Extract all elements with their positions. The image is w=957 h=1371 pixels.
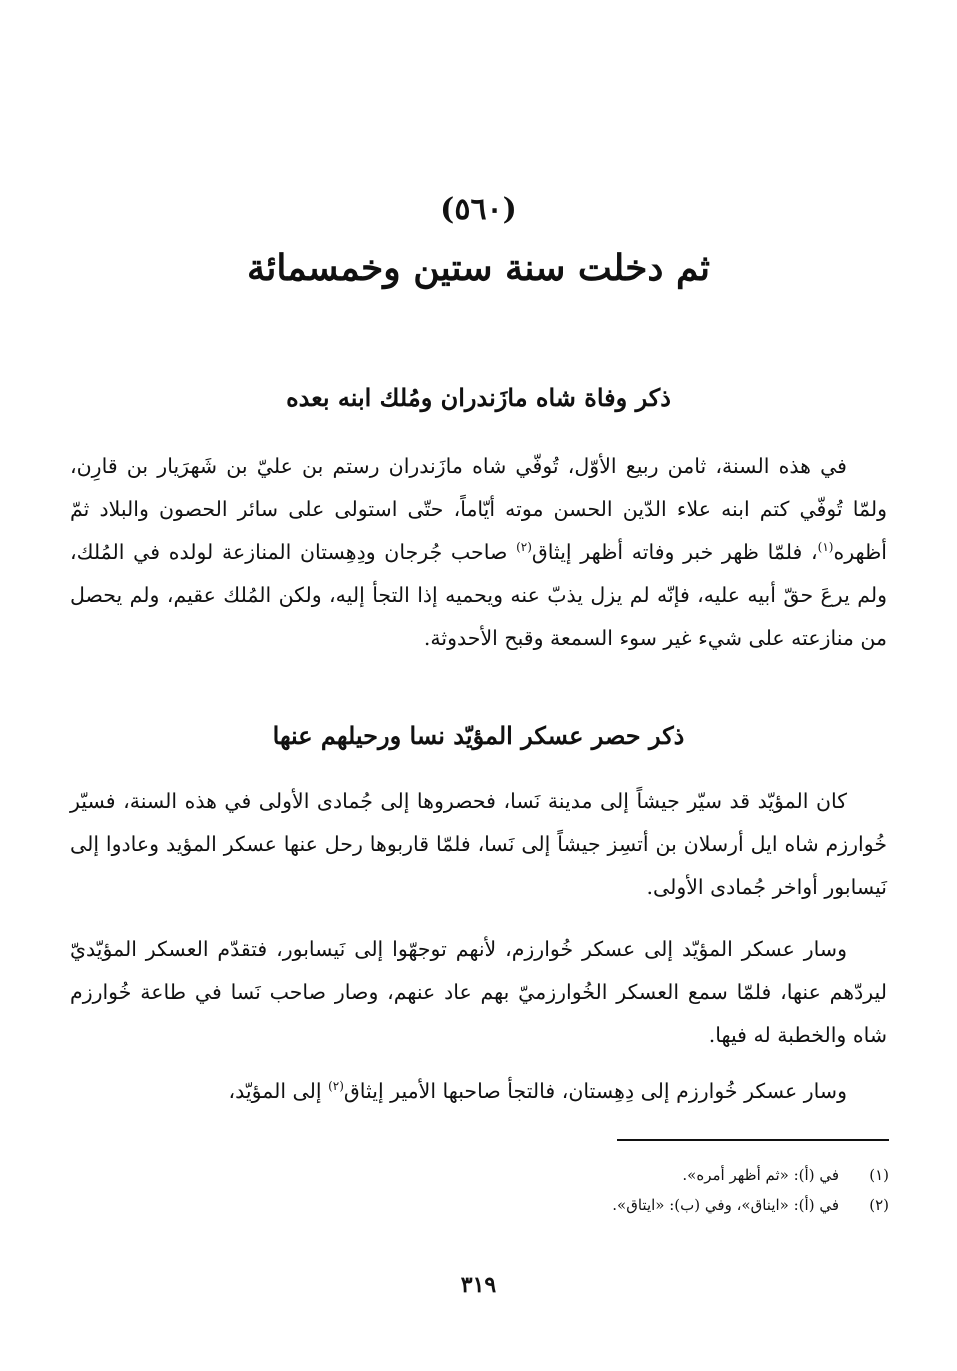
- footnotes: [70, 1160, 889, 1220]
- footnote-marker-1: (١): [817, 540, 834, 555]
- footnote-number: (١): [869, 1166, 889, 1184]
- paragraph-text: كان المؤيّد قد سيّر جيشاً إلى مدينة نَسا، فحصروها إلى جُمادى الأولى في هذه السنة، فسيّر خُوارزم شاه ايل أرسلان بن أتسِز جيشاً إلى نَسا، فلمّا قاربوها رحل عنها عسكر المؤيد وعادوا إلى نَيسابور أواخر جُمادى الأولى.: [70, 789, 887, 899]
- page-number: ٣١٩: [460, 1272, 497, 1298]
- paragraph-text: صاحب جُرجان ودِهِستان المنازعة لولده في المُلك، ولم يرعَ حقّ أبيه عليه، فإنّه لم يزل يذبّ عنه ويحميه إذا التجأ إليه، ولكن المُلك عقيم، ولم يحصل من منازعته على شيء غير سوء السمعة وقبح الأحدوثة.: [70, 540, 887, 650]
- footnote-marker-2: (٢): [328, 1079, 344, 1094]
- paragraph-text: في هذه السنة، ثامن ربيع الأوّل، تُوفّي شاه مازَندران رستم بن عليّ بن شَهرَيار بن قارِن، ولمّا تُوفّي كتم ابنه علاء الدّين الحسن موته أيّاماً، حتّى استولى على سائر الحصون والبلاد ثمّ أظهره: [70, 454, 887, 564]
- footnote-1: [70, 1160, 889, 1190]
- footnote-text: في (أ): «ثم أظهر أمره».: [682, 1166, 839, 1184]
- footnote-separator: [617, 1139, 889, 1141]
- footnote-2: [70, 1190, 889, 1220]
- year-title: ثم دخلت سنة ستين وخمسمائة: [247, 247, 710, 289]
- paragraph-siege-3: [70, 1070, 887, 1113]
- year-number: (٥٦٠): [440, 192, 517, 227]
- footnote-text: في (أ): «ايناق»، وفي (ب): «ايتاق».: [612, 1196, 839, 1214]
- paragraph-siege-2: [70, 928, 887, 1057]
- paragraph-text: وسار عسكر المؤيّد إلى عسكر خُوارزم، لأنهم توجهّوا إلى نَيسابور، فتقدّم العسكر المؤيّديّ ليردّهم عنها، فلمّا سمع العسكر الخُوارزميّ بهم عاد عنهم، وصار صاحب نَسا في طاعة خُوارزم شاه والخطبة له فيها.: [70, 937, 887, 1047]
- footnote-marker-2: (٢): [516, 540, 532, 555]
- paragraph-text: ، فلمّا ظهر خبر وفاته أظهر إيثاق: [531, 540, 818, 564]
- section-heading-shah-mazandaran: ذكر وفاة شاه مازَندران ومُلك ابنه بعده: [286, 383, 671, 412]
- paragraph-siege-1: [70, 780, 887, 909]
- footnote-number: (٢): [869, 1196, 889, 1214]
- paragraph-shah-mazandaran: [70, 445, 887, 660]
- paragraph-text: وسار عسكر خُوارزم إلى دِهِستان، فالتجأ صاحبها الأمير إيثاق: [343, 1079, 847, 1103]
- paragraph-text: إلى المؤيّد،: [228, 1079, 329, 1103]
- section-heading-siege-of-nasa: ذكر حصر عسكر المؤيّد نسا ورحيلهم عنها: [272, 721, 685, 750]
